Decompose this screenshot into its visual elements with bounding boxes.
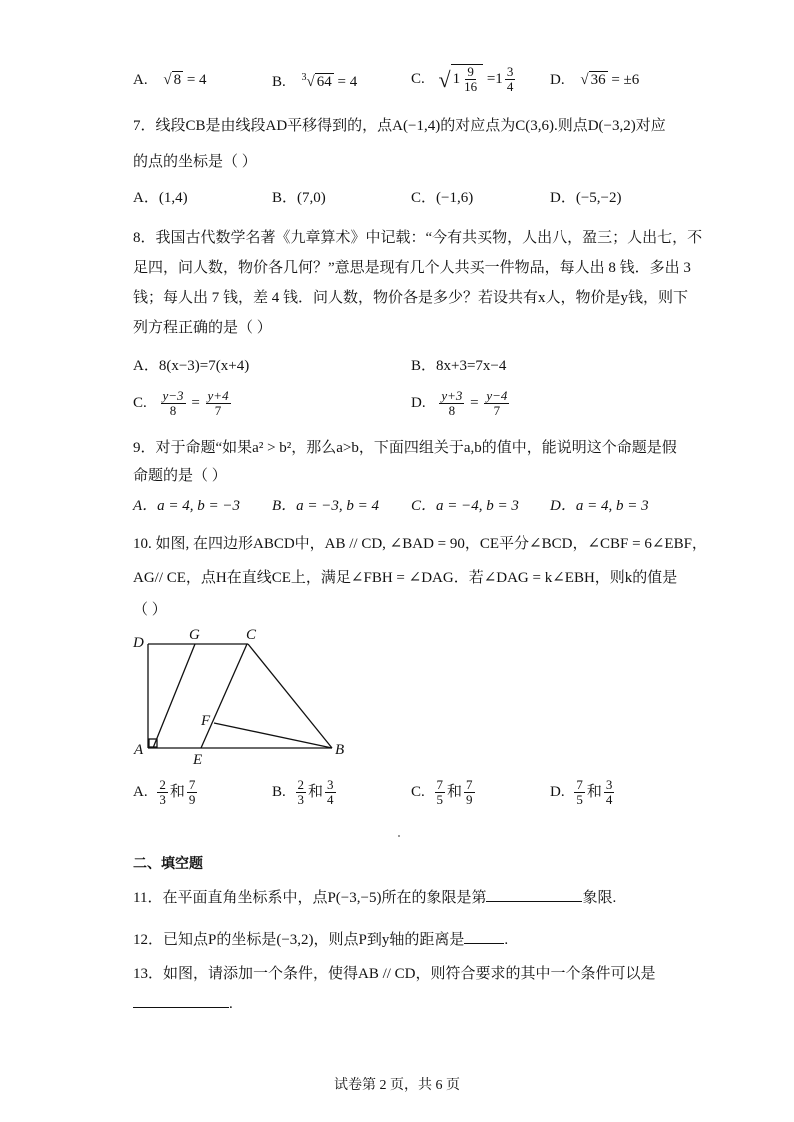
- label-A: A: [134, 742, 144, 758]
- q10-figure: [125, 624, 360, 770]
- q7-stem-line1: 7．线段CB是由线段AD平移得到的，点A(−1,4)的对应点为C(3,6).则点D(−3,2)对应: [133, 118, 666, 134]
- q9-option-d: D．a = 4, b = 3: [550, 498, 649, 514]
- q11-answer-blank[interactable]: [486, 901, 582, 902]
- segment-AG: [153, 644, 195, 748]
- q8-option-b: B．8x+3=7x−4: [411, 358, 507, 374]
- q9-option-a: A．a = 4, b = −3: [133, 498, 241, 514]
- q9-option-b: B．a = −3, b = 4: [272, 498, 380, 514]
- label-E: E: [193, 752, 203, 768]
- q8-stem-line3: 钱；每人出 7 钱，差 4 钱．问人数，物价各是多少？若设共有x人，物价是y钱，则下: [133, 290, 689, 306]
- q7-option-d: D．(−5,−2): [550, 190, 622, 206]
- q10-stem-line2: AG// CE，点H在直线CE上，满足∠FBH = ∠DAG．若∠DAG = k∠EBH，则k的值是: [133, 570, 678, 586]
- segment-EC: [201, 644, 247, 748]
- q7-option-b: B．(7,0): [272, 190, 326, 206]
- q12-answer-blank[interactable]: [464, 943, 504, 944]
- q6-option-c: C. √ 1 $\frac{9}{16}$ =1 $\frac{3}{4}$: [411, 64, 514, 95]
- q7-option-c: C．(−1,6): [411, 190, 474, 206]
- label-B: B: [335, 742, 345, 758]
- section-title: 二、填空题: [133, 856, 203, 872]
- q10-option-c: C. $\frac{7}{5}$ 和 $\frac{7}{9}$: [411, 777, 473, 807]
- q11: 11．在平面直角坐标系中，点P(−3,−5)所在的象限是第 象限.: [133, 890, 617, 906]
- q7-option-a: A．(1,4): [133, 190, 188, 206]
- q8-option-a: A．8(x−3)=7(x+4): [133, 358, 250, 374]
- q9-stem-line1: 9．对于命题“如果a² > b²，那么a>b，下面四组关于a,b的值中，能说明这个命题是假: [133, 440, 677, 456]
- q12: 12．已知点P的坐标是(−3,2)，则点P到y轴的距离是 .: [133, 932, 509, 948]
- q10-option-a: A. $\frac{2}{3}$ 和 $\frac{7}{9}$: [133, 777, 196, 807]
- label-D: D: [133, 635, 144, 651]
- q8-option-d: D. $\frac{y+3}{8}$ = $\frac{y-4}{7}$: [411, 388, 508, 418]
- q9-option-c: C．a = −4, b = 3: [411, 498, 519, 514]
- q8-stem-line4: 列方程正确的是（ ）: [133, 320, 272, 336]
- q7-stem-line2: 的点的坐标是（ ）: [133, 154, 257, 170]
- q6-option-b: B. $^3$√ 64 = 4: [272, 72, 358, 90]
- q10-option-b: B. $\frac{2}{3}$ 和 $\frac{3}{4}$: [272, 777, 334, 807]
- stray-dot: [398, 835, 400, 837]
- q6-option-d: D. √ 36 = ±6: [550, 72, 640, 88]
- q8-stem-line1: 8．我国古代数学名著《九章算术》中记载：“今有共买物，人出八，盈三；人出七，不: [133, 230, 703, 246]
- page-footer: 试卷第 2 页，共 6 页: [334, 1078, 460, 1093]
- q13-answer-blank[interactable]: [133, 1007, 229, 1008]
- q13-stem-line1: 13．如图，请添加一个条件，使得AB // CD，则符合要求的其中一个条件可以是: [133, 966, 656, 982]
- label-F: F: [201, 713, 211, 729]
- q10-option-d: D. $\frac{7}{5}$ 和 $\frac{3}{4}$: [550, 777, 613, 807]
- q10-stem-line1: 10. 如图, 在四边形ABCD中，AB // CD, ∠BAD = 90，CE平分∠BCD，∠CBF = 6∠EBF，: [133, 536, 707, 552]
- q10-stem-line3: （ ）: [133, 602, 167, 618]
- label-G: G: [189, 627, 200, 643]
- q9-stem-line2: 命题的是（ ）: [133, 468, 227, 484]
- q8-stem-line2: 足四，问人数，物价各几何？”意思是现有几个人共买一件物品，每人出 8 钱．多出 3: [133, 260, 691, 276]
- q8-option-c: C. $\frac{y-3}{8}$ = $\frac{y+4}{7}$: [133, 388, 229, 418]
- q13-line2: .: [133, 996, 233, 1013]
- q6-option-a: A. √ 8 = 4: [133, 72, 207, 88]
- label-C: C: [246, 627, 257, 643]
